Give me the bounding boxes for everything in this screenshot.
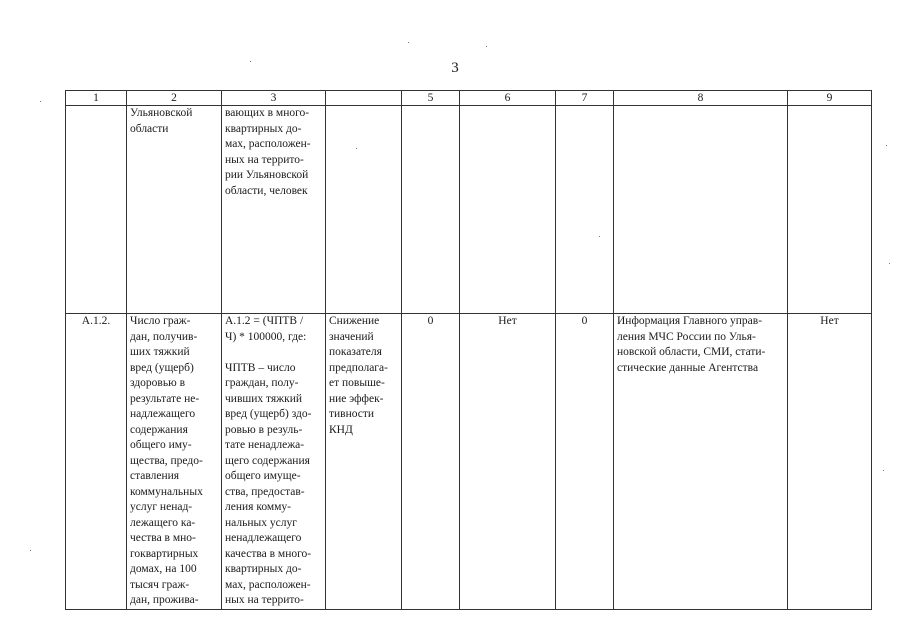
row2-col7: 0 bbox=[556, 314, 614, 610]
page-number: 3 bbox=[451, 60, 459, 76]
header-col-5: 5 bbox=[402, 91, 460, 106]
scan-speck bbox=[250, 61, 251, 62]
header-col-1: 1 bbox=[66, 91, 127, 106]
row1-number bbox=[66, 106, 127, 314]
table-row bbox=[66, 106, 872, 314]
row2-number: А.1.2. bbox=[66, 314, 127, 610]
row2-col5: 0 bbox=[402, 314, 460, 610]
row1-indicator-name: Ульяновской области bbox=[127, 106, 222, 314]
row1-source bbox=[614, 106, 788, 314]
header-col-3: 3 bbox=[222, 91, 326, 106]
scan-speck bbox=[886, 145, 887, 146]
row1-col6 bbox=[460, 106, 556, 314]
scan-speck bbox=[408, 42, 409, 43]
row2-target: Снижение значений показателя предполага- ет повыше- ние эффек- тивности КНД bbox=[326, 314, 402, 610]
header-col-9: 9 bbox=[788, 91, 872, 106]
row1-formula: вающих в много- квартирных до- мах, расположен- ных на террито- рии Ульяновской области, человек bbox=[222, 106, 326, 314]
row2-col9: Нет bbox=[788, 314, 872, 610]
header-col-2: 2 bbox=[127, 91, 222, 106]
row2-indicator-name: Число граж- дан, получив- ших тяжкий вред (ущерб) здоровью в результате не- надлежащего содержания общего иму- щества, предо- ставления коммунальных услуг ненад- лежащего ка- чества в мно- гоквартирных домах, на 100 тысяч граж- дан, прожива- bbox=[127, 314, 222, 610]
row1-target bbox=[326, 106, 402, 314]
header-col-6: 6 bbox=[460, 91, 556, 106]
row1-col5 bbox=[402, 106, 460, 314]
scan-speck bbox=[599, 236, 600, 237]
header-col-7: 7 bbox=[556, 91, 614, 106]
row1-col7 bbox=[556, 106, 614, 314]
scan-speck bbox=[889, 263, 890, 264]
header-col-8: 8 bbox=[614, 91, 788, 106]
scan-speck bbox=[486, 46, 487, 47]
scan-speck bbox=[883, 470, 884, 471]
header-row bbox=[66, 91, 872, 106]
row2-source: Информация Главного управ- ления МЧС России по Улья- новской области, СМИ, стати- стические данные Агентства bbox=[614, 314, 788, 610]
scan-speck bbox=[40, 101, 41, 102]
table-row bbox=[66, 314, 872, 610]
scan-speck bbox=[30, 550, 31, 551]
indicator-table bbox=[65, 90, 872, 610]
row1-col9 bbox=[788, 106, 872, 314]
scan-speck bbox=[356, 148, 357, 149]
header-col-4 bbox=[326, 91, 402, 106]
row2-formula: А.1.2 = (ЧПТВ / Ч) * 100000, где: ЧПТВ – число граждан, полу- чивших тяжкий вред (ущерб) здо- ровью в резуль- тате ненадлежа- щего содержания общего имуще- ства, предостав- ления комму- нальных услуг ненадлежащего качества в много- квартирных до- мах, расположен- ных на террито- bbox=[222, 314, 326, 610]
row2-col6: Нет bbox=[460, 314, 556, 610]
